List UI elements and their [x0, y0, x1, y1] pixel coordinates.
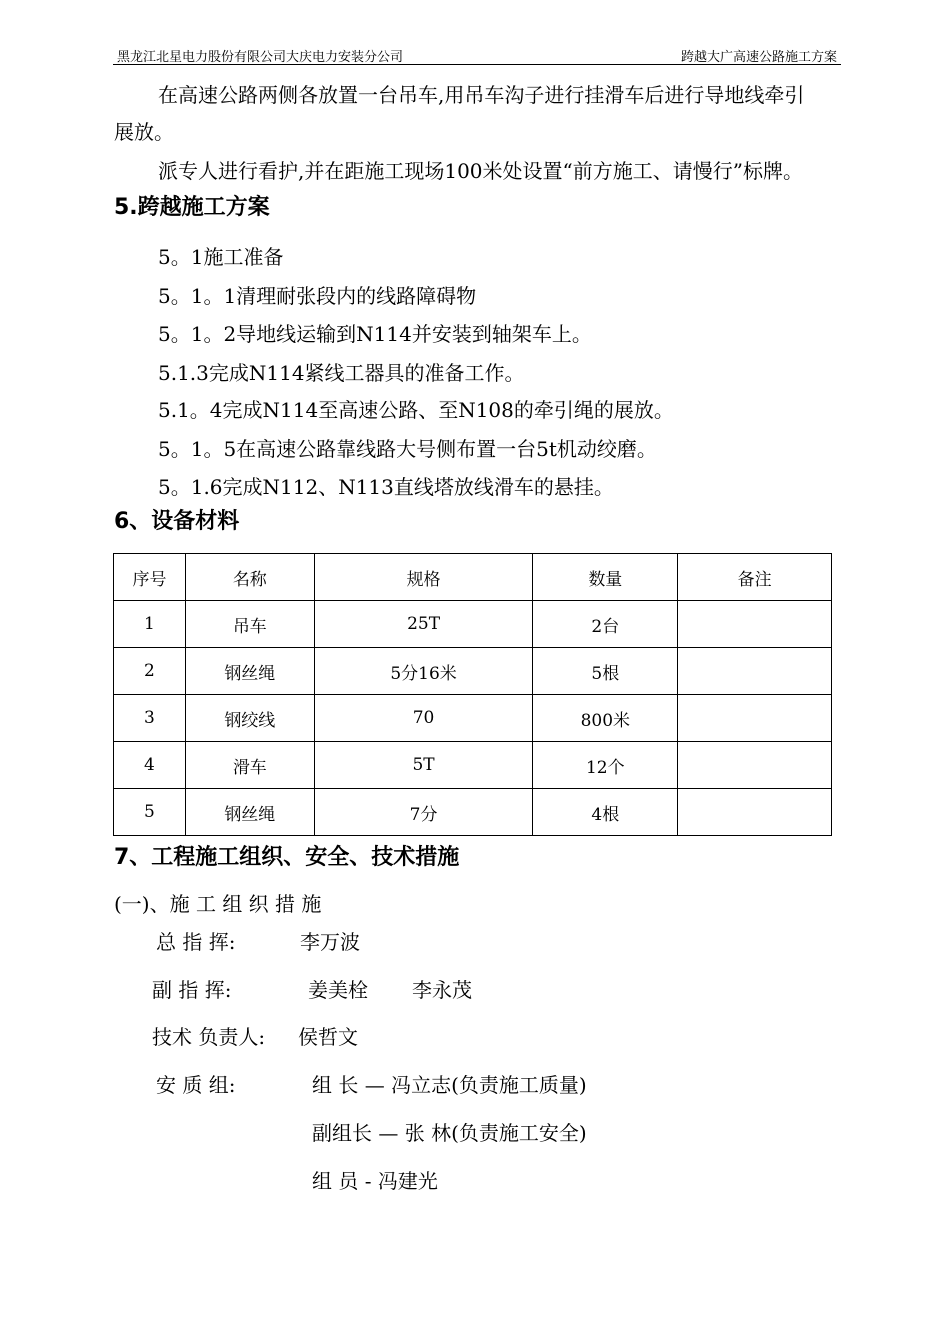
section-5-item: 5.1。4完成N114至高速公路、至N108的牵引绳的展放。: [158, 398, 674, 422]
cell-index: 5: [114, 789, 186, 836]
safety-group-label: 安 质 组:: [156, 1073, 236, 1097]
deputy-label: 副 指 挥:: [152, 978, 232, 1002]
safety-group-leader: 组 长 — 冯立志(负责施工质量): [312, 1073, 587, 1097]
chief-label: 总 指 挥:: [156, 930, 236, 954]
cell-name: 钢丝绳: [185, 789, 314, 836]
cell-quantity: 12个: [533, 742, 678, 789]
section-5-heading: 5.跨越施工方案: [114, 195, 270, 220]
intro-line-1: 在高速公路两侧各放置一台吊车,用吊车沟子进行挂滑车后进行导地线牵引: [158, 83, 805, 107]
col-header-name: 名称: [185, 554, 314, 601]
cell-name: 吊车: [185, 601, 314, 648]
cell-name: 滑车: [185, 742, 314, 789]
table-row: [114, 601, 832, 648]
header-company: 黑龙江北星电力股份有限公司大庆电力安装分公司: [117, 50, 404, 65]
cell-index: 4: [114, 742, 186, 789]
cell-index: 2: [114, 648, 186, 695]
cell-remark: [678, 601, 832, 648]
cell-quantity: 5根: [533, 648, 678, 695]
intro-line-3: 派专人进行看护,并在距施工现场100米处设置“前方施工、请慢行”标牌。: [158, 159, 803, 183]
equipment-table: [113, 553, 832, 836]
section-5-item: 5.1.3完成N114紧线工器具的准备工作。: [158, 361, 525, 385]
cell-quantity: 800米: [533, 695, 678, 742]
section-5-item: 5。1.6完成N112、N113直线塔放线滑车的悬挂。: [158, 475, 614, 499]
cell-remark: [678, 742, 832, 789]
header-doc-title: 跨越大广高速公路施工方案: [680, 50, 837, 65]
table-row: [114, 789, 832, 836]
cell-spec: 7分: [314, 789, 533, 836]
cell-quantity: 4根: [533, 789, 678, 836]
tech-lead-name: 侯哲文: [298, 1025, 358, 1049]
safety-group-deputy: 副组长 — 张 林(负责施工安全): [312, 1121, 587, 1145]
section-7-heading: 7、工程施工组织、安全、技术措施: [114, 845, 460, 870]
deputy-name-1: 姜美栓: [308, 978, 368, 1002]
section-5-item: 5。1。5在高速公路靠线路大号侧布置一台5t机动绞磨。: [158, 437, 657, 461]
deputy-name-2: 李永茂: [412, 978, 472, 1002]
col-header-remark: 备注: [678, 554, 832, 601]
safety-group-member: 组 员 - 冯建光: [312, 1169, 438, 1193]
page-header: [113, 44, 841, 65]
cell-quantity: 2台: [533, 601, 678, 648]
cell-name: 钢丝绳: [185, 648, 314, 695]
section-5-item: 5。1施工准备: [158, 245, 284, 269]
table-row: [114, 742, 832, 789]
cell-remark: [678, 789, 832, 836]
col-header-index: 序号: [114, 554, 186, 601]
section-5-item: 5。1。1清理耐张段内的线路障碍物: [158, 284, 477, 308]
cell-remark: [678, 648, 832, 695]
table-row: [114, 648, 832, 695]
tech-lead-label: 技术 负责人:: [152, 1025, 266, 1049]
cell-index: 1: [114, 601, 186, 648]
cell-spec: 5T: [314, 742, 533, 789]
section-6-heading: 6、设备材料: [114, 509, 240, 534]
section-5-item: 5。1。2导地线运输到N114并安装到轴架车上。: [158, 322, 592, 346]
cell-remark: [678, 695, 832, 742]
cell-spec: 70: [314, 695, 533, 742]
col-header-spec: 规格: [314, 554, 533, 601]
cell-index: 3: [114, 695, 186, 742]
cell-spec: 25T: [314, 601, 533, 648]
cell-spec: 5分16米: [314, 648, 533, 695]
chief-name: 李万波: [300, 930, 360, 954]
cell-name: 钢绞线: [185, 695, 314, 742]
table-row: [114, 695, 832, 742]
table-header-row: [114, 554, 832, 601]
intro-line-2: 展放。: [114, 120, 174, 144]
section-7-subheading: (一)、施 工 组 织 措 施: [114, 892, 322, 916]
col-header-quantity: 数量: [533, 554, 678, 601]
